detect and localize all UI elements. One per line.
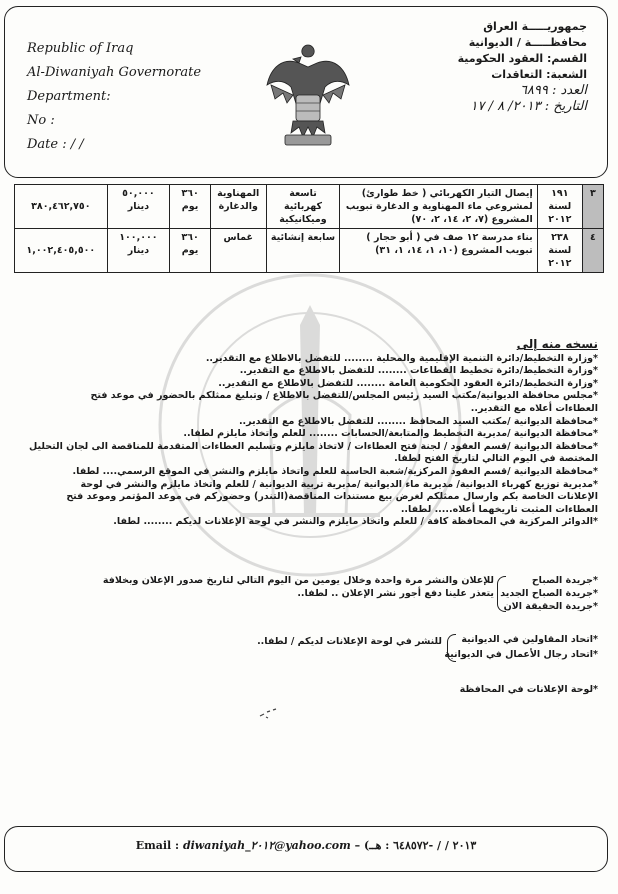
division-ar: الشعبة: التعاقدات <box>491 68 587 81</box>
estimated-cost: ٣٨٠,٤٦٢,٧٥٠ <box>15 185 108 229</box>
footer-phone-date: – (٢٠١٣ / / -٦٤٨٥٧٢ : هــ <box>354 839 477 852</box>
department-ar: القسم: العقود الحكومية <box>457 52 587 65</box>
governorate-ar: محافظـــــة / الديوانية <box>468 36 587 49</box>
list-item: *وزارة التخطيط/دائرة التنمية الإقليمية والمحلية ........ للتفضل بالاطلاع مع التقدير.. <box>205 352 598 364</box>
copies-title: نسخه منه إلى <box>516 337 598 351</box>
duration-days: ٣٦٠ يوم <box>170 185 211 229</box>
number-ar: العدد : ٦٨٩٩ <box>519 83 587 98</box>
date-en: Date : / / <box>27 137 84 152</box>
governorate-en: Al-Diwaniyah Governorate <box>27 65 202 80</box>
row-index: ٣ <box>582 185 603 229</box>
list-item: *محافظة الديوانية /قسم العقود المركزية/شعبة الحاسبة للعلم واتخاذ مايلزم والنشر في الموقع الرسمي.... لطفا. <box>72 465 598 477</box>
table-row <box>15 185 604 229</box>
row-index: ٤ <box>582 229 603 273</box>
email-label: Email : <box>135 839 180 852</box>
date-ar: التاريخ : ٢٠١٣/ ٨ / ١٧ <box>470 99 587 114</box>
list-item: الإعلانات الخاصة بكم وارسال ممثلكم لغرض بيع مستندات المناقصة(التندر) وحضوركم في موعد المؤتمر وموعد فتح <box>66 491 598 503</box>
list-item: *محافظة الديوانية /قسم العقود / لجنة فتح العطاءات / لاتخاذ مايلزم وتسليم العطاءات المتقدمة للمناقصة الى لجان التحليل <box>29 440 598 452</box>
project-description: بناء مدرسة ١٢ صف في ( أبو حجار ) تبويب المشروع (١٠، ١، ١٤، ١، ٣١) <box>340 229 537 273</box>
iraq-eagle-emblem-icon <box>263 37 353 152</box>
project-number: ٢٣٨ لسنة ٢٠١٢ <box>537 229 582 273</box>
contractor-grade: تاسعة كهربائية وميكانيكية <box>266 185 340 229</box>
list-item: *جريدة الحقيقة الان <box>503 601 598 612</box>
english-letterhead <box>27 37 227 157</box>
email-address: diwaniyah_٢٠١٢@yahoo.com <box>182 839 351 852</box>
project-number: ١٩١ لسنة ٢٠١٢ <box>537 185 582 229</box>
number-en: No : <box>27 113 55 128</box>
arabic-letterhead <box>377 19 587 115</box>
newspapers-note-line: للإعلان والنشر مرة واحدة وخلال يومين من اليوم التالي لتاريخ صدور الإعلان وبخلافة <box>102 575 494 586</box>
list-item: *اتحاد رجال الأعمال في الديوانية <box>444 649 598 660</box>
list-item: المختصة في اليوم التالي لتاريخ الفتح لطفا. <box>394 453 598 465</box>
newspapers-note <box>102 574 494 600</box>
list-item: *محافظة الديوانية /مديرية التخطيط والمتابعة/الحسابات ........ للعلم واتخاذ مايلزم لطفا.. <box>183 428 598 440</box>
unions-note: للنشر في لوحة الإعلانات لديكم / لطفا.. <box>257 636 442 647</box>
table-row <box>15 229 604 273</box>
footer <box>4 826 608 872</box>
projects-table <box>14 184 604 273</box>
list-item: *اتحاد المقاولين في الديوانية <box>461 634 598 645</box>
brace-icon <box>497 576 506 612</box>
list-item: *وزارة التخطيط/دائرة العقود الحكومية العامة ........ للتفضل بالاطلاع مع التقدير.. <box>218 377 598 389</box>
project-location: المهناوية والدغارة <box>210 185 266 229</box>
department-en: Department: <box>27 89 111 104</box>
copies-list <box>29 337 598 529</box>
project-description: إيصال التيار الكهربائي ( خط طوارئ) لمشروعي ماء المهناوية و الدغارة تبويب المشروع (٧، ٢، ١٤، ٢، ٧٠) <box>340 185 537 229</box>
project-location: غماس <box>210 229 266 273</box>
list-item: *مديرية توزيع كهرباء الديوانية/ مديرية ماء الديوانية /مديرية تربية الديوانية / للعلم واتخاذ مايلزم والنشر في لوحة <box>80 478 598 490</box>
document-price: ٥٠,٠٠٠ دينار <box>107 185 170 229</box>
newspapers-list <box>500 574 598 613</box>
estimated-cost: ١,٠٠٢,٤٠٥,٥٠٠ <box>15 229 108 273</box>
republic-ar: جمهوريـــــة العراق <box>483 20 587 33</box>
unions-list <box>444 632 598 662</box>
list-item: *الدوائر المركزية في المحافظة كافة / للعلم واتخاذ مايلزم والنشر في لوحة الإعلانات لديكم ........ لطفا. <box>113 516 598 528</box>
pen-mark-icon <box>258 706 280 720</box>
document-price: ١٠٠,٠٠٠ دينار <box>107 229 170 273</box>
brace-icon <box>447 634 456 662</box>
duration-days: ٣٦٠ يوم <box>170 229 211 273</box>
contractor-grade: سابعة إنشائية <box>266 229 340 273</box>
list-item: *مجلس محافظة الديوانية/مكتب السيد رئيس المجلس/للتفضل بالاطلاع / وتبليغ ممثلكم بالحضور في موعد فتح <box>90 390 598 402</box>
footer-contact <box>5 839 607 852</box>
list-item: *جريدة الصباح <box>531 575 598 586</box>
list-item: *محافظة الديوانية /مكتب السيد المحافظ ........ للتفضل بالاطلاع مع التقدير.. <box>238 415 598 427</box>
list-item: العطاءات أعلاه مع التقدير.. <box>470 402 598 414</box>
list-item: العطاءات المثبت تاريخهما أعلاه..... لطفا.. <box>400 503 598 515</box>
notice-board-line: *لوحة الإعلانات في المحافظة <box>459 684 598 695</box>
list-item: *جريدة الصباح الجديد <box>500 588 598 599</box>
republic-en: Republic of Iraq <box>27 41 134 56</box>
list-item: *وزارة التخطيط/دائرة تخطيط القطاعات ........ للتفضل بالاطلاع مع التقدير.. <box>239 365 598 377</box>
letterhead <box>4 6 608 178</box>
newspapers-note-line: يتعذر علينا دفع أجور نشر الإعلان .. لطفا.. <box>297 588 494 599</box>
